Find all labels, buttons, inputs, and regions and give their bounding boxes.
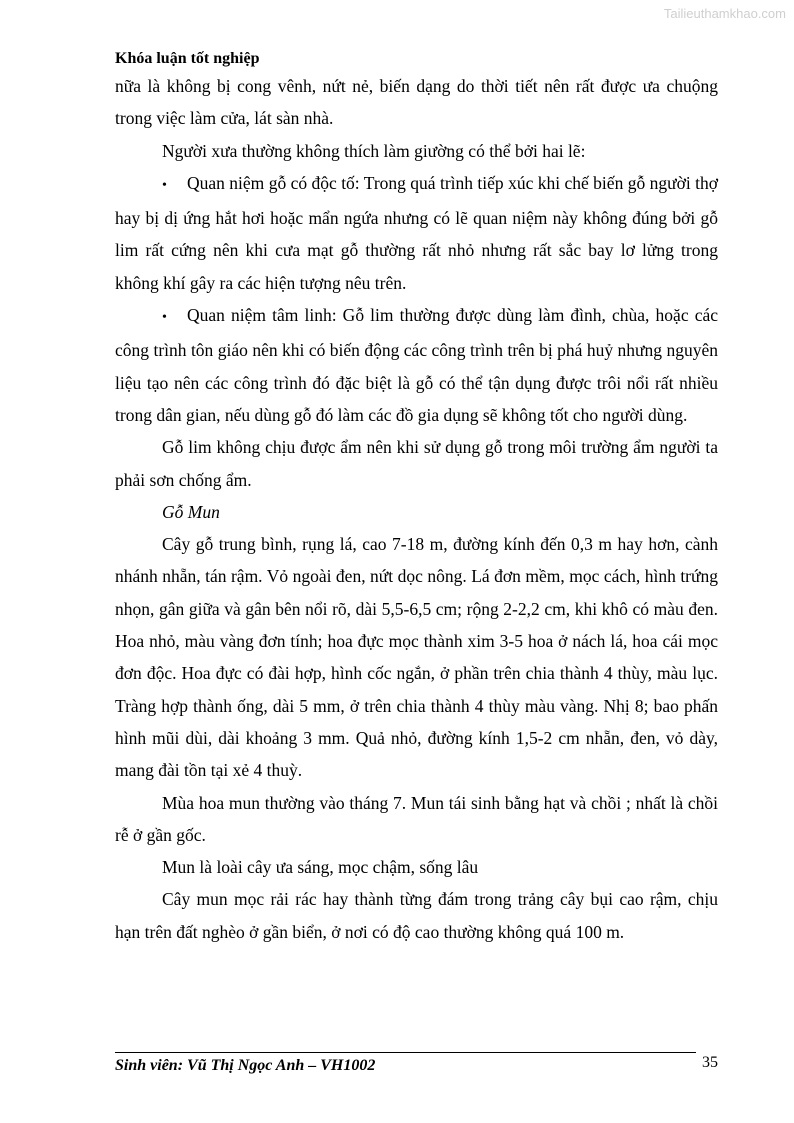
bullet-text: Quan niệm tâm linh: Gỗ lim thường được dùng làm đình, chùa, hoặc các công trình tôn giáo nên khi có biến động các công trình trên bị phá huỷ nhưng nguyên liệu tạo nên các công trình đó đặc biệt là gỗ có thể tận dụng được trôi nổi rất nhiều trong dân gian, nếu dùng gỗ đó làm các đồ gia dụng sẽ không tốt cho người dùng. bbox=[115, 305, 718, 425]
paragraph: Cây mun mọc rải rác hay thành từng đám trong trảng cây bụi cao rậm, chịu hạn trên đất nghèo ở gần biển, ở nơi có độ cao thường không quá 100 m. bbox=[115, 889, 718, 942]
body-text bbox=[115, 70, 718, 948]
bullet-text: Quan niệm gỗ có độc tố: Trong quá trình tiếp xúc khi chế biến gỗ người thợ hay bị dị ứng hắt hơi hoặc mẩn ngứa nhưng có lẽ quan niệm này không đúng bởi gỗ lim rất cứng nên khi cưa mạt gỗ thường rất nhỏ nhưng rất sắc bay lơ lửng trong không khí gây ra các hiện tượng nêu trên. bbox=[115, 172, 718, 293]
page-number: 35 bbox=[702, 1054, 718, 1071]
paragraph: Mun là loài cây ưa sáng, mọc chậm, sống lâu bbox=[162, 857, 479, 878]
paragraph: Cây gỗ trung bình, rụng lá, cao 7-18 m, đường kính đến 0,3 m hay hơn, cành nhánh nhẵn, tán rậm. Vỏ ngoài đen, nứt dọc nông. Lá đơn mềm, mọc cách, hình trứng nhọn, gân giữa và gân bên nổi rõ, dài 5,5-6,5 cm; rộng 2-2,2 cm, khi khô có màu đen. Hoa nhỏ, màu vàng đơn tính; hoa đực mọc thành xim 3-5 hoa ở nách lá, hoa cái mọc đơn độc. Hoa đực có đài hợp, hình cốc ngắn, ở phần trên chia thành 4 thùy, màu lục. Tràng hợp thành ống, dài 5 mm, ở trên chia thành 4 thùy màu vàng. Nhị 8; bao phấn hình mũi dùi, dài khoảng 3 mm. Quả nhỏ, đường kính 1,5-2 cm nhẵn, đen, vỏ dày, mang đài tồn tại xẻ 4 thuỳ. bbox=[115, 534, 718, 781]
page-header: Khóa luận tốt nghiệp bbox=[115, 50, 260, 67]
section-subheading: Gỗ Mun bbox=[162, 501, 220, 522]
paragraph: nữa là không bị cong vênh, nứt nẻ, biến dạng do thời tiết nên rất được ưa chuộng trong việc làm cửa, lát sàn nhà. bbox=[115, 76, 718, 129]
paragraph: Gỗ lim không chịu được ẩm nên khi sử dụng gỗ trong môi trường ẩm người ta phải sơn chống ẩm. bbox=[115, 437, 718, 490]
bullet-icon: • bbox=[162, 310, 167, 326]
paragraph: Mùa hoa mun thường vào tháng 7. Mun tái sinh bằng hạt và chồi ; nhất là chồi rễ ở gần gốc. bbox=[115, 792, 718, 845]
footer-divider bbox=[115, 1052, 696, 1053]
bullet-item bbox=[115, 299, 718, 431]
bullet-icon: • bbox=[162, 177, 167, 193]
bullet-item bbox=[115, 167, 718, 299]
paragraph: Người xưa thường không thích làm giường có thể bởi hai lẽ: bbox=[162, 140, 586, 161]
footer-student: Sinh viên: Vũ Thị Ngọc Anh – VH1002 bbox=[115, 1057, 376, 1074]
watermark: Tailieuthamkhao.com bbox=[663, 6, 786, 21]
